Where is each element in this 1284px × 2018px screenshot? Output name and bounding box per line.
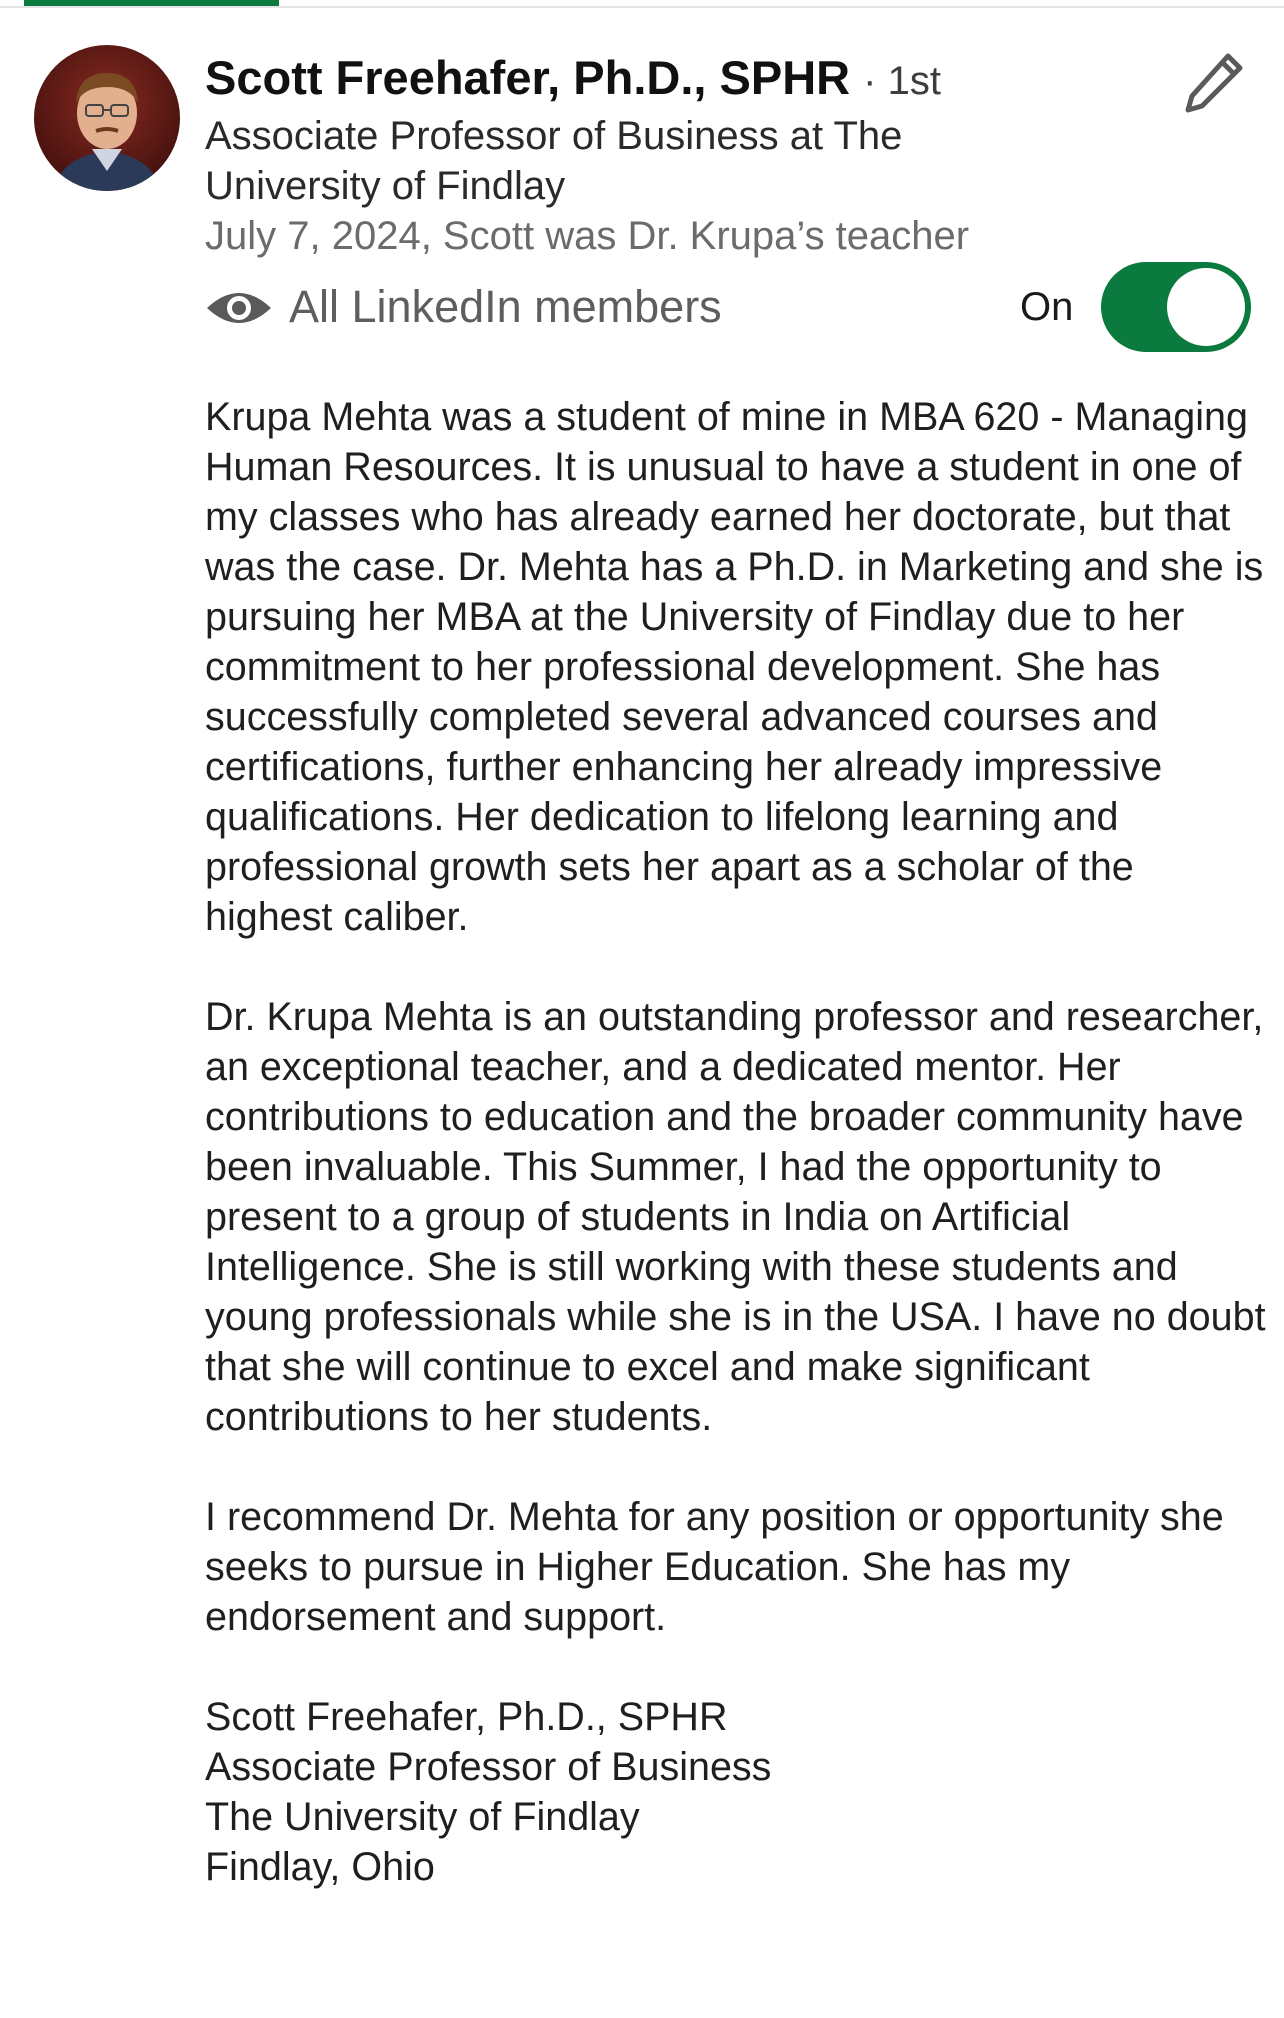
connection-degree: · 1st [863, 59, 941, 103]
active-tab-indicator [24, 0, 279, 6]
visibility-row [205, 262, 1255, 352]
relationship-date: July 7, 2024, Scott was Dr. Krupa’s teacher [205, 214, 970, 258]
signature-block [205, 1692, 1270, 1892]
recommendation-text [205, 392, 1270, 1892]
recommendation-paragraph: Dr. Krupa Mehta is an outstanding professor and researcher, an exceptional teacher, and a dedicated mentor. Her contributions to education and the broader community have been invaluable. This Summer, I had the opportunity to present to a group of students in India on Artificial Intelligence. She is still working with these students and young professionals while she is in the USA. I have no doubt that she will continue to excel and make significant contributions to her students. [205, 995, 1266, 1439]
visibility-label: All LinkedIn members [289, 281, 722, 332]
signature-location: Findlay, Ohio [205, 1845, 435, 1889]
recommender-headline: Associate Professor of Business at The University of Findlay [205, 114, 903, 208]
eye-icon [205, 286, 273, 330]
toggle-state-label: On [1020, 285, 1074, 329]
recommender-name[interactable]: Scott Freehafer, Ph.D., SPHR [205, 51, 851, 104]
signature-institution: The University of Findlay [205, 1795, 640, 1839]
visibility-toggle[interactable] [1101, 262, 1251, 352]
avatar[interactable] [34, 45, 180, 191]
recommendation-paragraph: I recommend Dr. Mehta for any position or opportunity she seeks to pursue in Higher Education. She has my endorsement and support. [205, 1495, 1224, 1639]
toggle-knob [1167, 268, 1245, 346]
recommender-name-line [205, 50, 1165, 109]
edit-button[interactable] [1180, 48, 1248, 116]
recommendation-paragraph: Krupa Mehta was a student of mine in MBA 620 - Managing Human Resources. It is unusual to have a student in one of my classes who has already earned her doctorate, but that was the case. Dr. Mehta has a Ph.D. in Marketing and she is pursuing her MBA at the University of Findlay due to her commitment to her professional development. She has successfully completed several advanced courses and certifications, further enhancing her already impressive qualifications. Her dedication to lifelong learning and professional growth sets her apart as a scholar of the highest caliber. [205, 395, 1264, 939]
profile-photo-icon [34, 45, 180, 191]
pencil-icon [1180, 48, 1248, 116]
signature-title: Associate Professor of Business [205, 1745, 772, 1789]
top-divider [0, 6, 1284, 8]
signature-name: Scott Freehafer, Ph.D., SPHR [205, 1695, 728, 1739]
recommender-header [205, 50, 1165, 261]
